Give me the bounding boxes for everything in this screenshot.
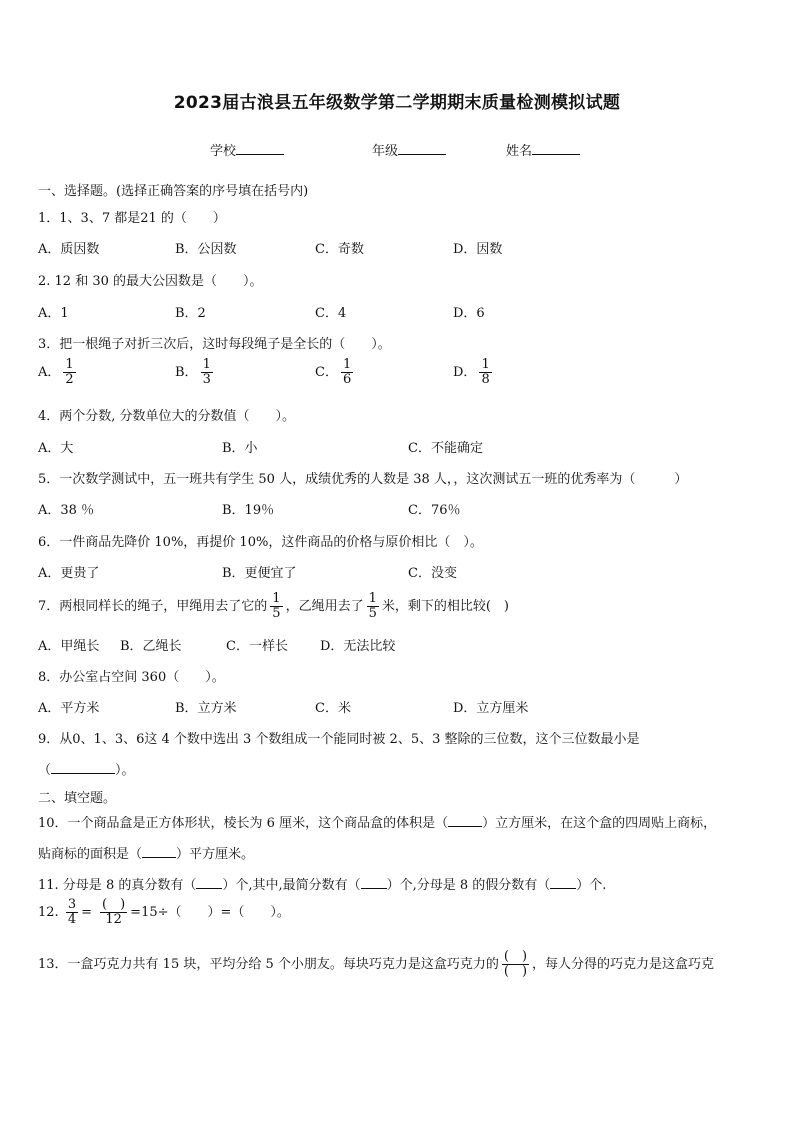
question-2-stem: 2. 12 和 30 的最大公因数是（ ）。 (38, 274, 263, 289)
q12-equals: = (81, 905, 93, 920)
q3-option-b (175, 358, 216, 387)
q1-option-b: B．公因数 (175, 242, 237, 257)
denominator: 12 (105, 912, 122, 927)
q11-blank-2[interactable] (361, 876, 387, 889)
q6-option-a: A．更贵了 (38, 566, 100, 581)
school-field (210, 140, 284, 159)
q7-stem-part-3: 米，剩下的相比较( ) (381, 599, 510, 614)
q7-option-c: C．一样长 (226, 639, 288, 654)
q6-option-c: C．没变 (408, 566, 457, 581)
q10-part-3: 贴商标的面积是（ (38, 847, 143, 862)
q7-fraction-1 (270, 592, 282, 621)
question-7-stem (38, 592, 509, 621)
numerator: ( ) (503, 949, 528, 964)
denominator: 4 (67, 912, 77, 927)
q11-blank-3[interactable] (550, 876, 576, 889)
question-9-stem: 9．从0、1、3、6这 4 个数中选出 3 个数组成一个能同时被 2、5、3 整除的三位数，这个三位数最小是 (38, 732, 640, 747)
denominator: 6 (342, 372, 352, 387)
q12-label: 12. (38, 905, 59, 920)
grade-blank (398, 140, 446, 155)
q12-fraction-1 (66, 898, 78, 927)
q7-stem-part-2: ，乙绳用去了 (285, 599, 364, 614)
q4-option-c: C．不能确定 (408, 441, 483, 456)
q13-part-2: ，每人分得的巧克力是这盒巧克 (532, 957, 715, 972)
q1-option-d: D．因数 (453, 242, 503, 257)
q10-blank-1[interactable] (448, 814, 482, 827)
question-13 (38, 950, 714, 979)
q11-part-1: 11. 分母是 8 的真分数有（ (38, 878, 197, 893)
q1-option-c: C．奇数 (315, 242, 364, 257)
q2-option-d: D．6 (453, 306, 485, 321)
q3-option-d-fraction (479, 358, 491, 387)
denominator: ( ) (503, 964, 528, 979)
q3-option-b-fraction (201, 358, 213, 387)
denominator: 2 (65, 372, 74, 387)
q10-blank-2[interactable] (142, 845, 176, 858)
q11-blank-1[interactable] (196, 876, 222, 889)
q3-option-d-label: D． (453, 365, 477, 380)
q9-close-paren: ）。 (115, 763, 135, 778)
name-field (506, 140, 580, 159)
q7-stem-part-1: 7．两根同样长的绳子，甲绳用去了它的 (38, 599, 268, 614)
q3-option-a (38, 358, 79, 387)
denominator: 3 (202, 372, 211, 387)
numerator: ( ) (102, 897, 126, 912)
q2-option-b: B．2 (175, 306, 206, 321)
grade-field (372, 140, 446, 159)
denominator: 5 (368, 606, 377, 621)
denominator: 5 (272, 606, 281, 621)
school-blank (236, 140, 284, 155)
q11-part-4: ）个. (576, 878, 607, 893)
q3-option-b-label: B． (175, 365, 198, 380)
q3-option-a-fraction (63, 358, 75, 387)
denominator: 8 (481, 372, 490, 387)
numerator: 3 (67, 897, 77, 912)
question-3-stem: 3．把一根绳子对折三次后，这时每段绳子是全长的（ ）。 (38, 337, 391, 352)
numerator: 1 (342, 357, 352, 372)
question-1-stem: 1．1、3、7 都是21 的（ ） (38, 211, 226, 226)
question-10-line-2 (38, 843, 254, 862)
q1-option-a: A．质因数 (38, 242, 100, 257)
numerator: 1 (481, 357, 490, 372)
q8-option-c: C．米 (315, 701, 351, 716)
q9-answer-blank[interactable] (51, 761, 115, 774)
q10-part-1: 10．一个商品盒是正方体形状，棱长为 6 厘米，这个商品盒的体积是（ (38, 816, 449, 831)
section-heading-choice: 一、选择题。(选择正确答案的序号填在括号内) (38, 184, 309, 199)
q4-option-a: A．大 (38, 441, 74, 456)
question-6-stem: 6．一件商品先降价 10%，再提价 10%，这件商品的价格与原价相比（ ）。 (38, 535, 483, 550)
numerator: 1 (368, 591, 377, 606)
q7-option-d: D．无法比较 (320, 639, 396, 654)
numerator: 1 (202, 357, 211, 372)
q3-option-a-label: A． (38, 365, 61, 380)
q2-option-a: A．1 (38, 306, 69, 321)
q5-option-c: C．76％ (408, 503, 461, 518)
page-title: 2023届古浪县五年级数学第二学期期末质量检测模拟试题 (173, 93, 621, 113)
grade-label: 年级 (372, 144, 399, 159)
question-12 (38, 898, 290, 927)
q11-part-3: ）个,分母是 8 的假分数有（ (386, 878, 551, 893)
q2-option-c: C．4 (315, 306, 347, 321)
q12-rest: =15÷（ ）=（ ）。 (130, 905, 290, 920)
q8-option-a: A．平方米 (38, 701, 100, 716)
q10-part-2: ）立方厘米，在这个盒的四周贴上商标， (482, 816, 717, 831)
q7-option-a: A．甲绳长 (38, 639, 100, 654)
q12-fraction-2 (100, 898, 127, 927)
q4-option-b: B．小 (222, 441, 258, 456)
question-8-stem: 8．办公室占空间 360（ ）。 (38, 670, 225, 685)
q6-option-b: B．更便宜了 (222, 566, 297, 581)
question-5-stem: 5．一次数学测试中，五一班共有学生 50 人，成绩优秀的人数是 38 人，，这次测试五一班的优秀率为（ ） (38, 472, 688, 487)
question-11 (38, 874, 606, 893)
q9-open-paren: （ (38, 763, 52, 778)
school-label: 学校 (210, 144, 237, 159)
q13-part-1: 13．一盒巧克力共有 15 块，平均分给 5 个小朋友。每块巧克力是这盒巧克力的 (38, 957, 499, 972)
q5-option-b: B．19％ (222, 503, 275, 518)
q8-option-d: D．立方厘米 (453, 701, 529, 716)
question-10-line-1 (38, 812, 716, 831)
q5-option-a: A．38 ％ (38, 503, 95, 518)
q11-part-2: ）个,其中,最简分数有（ (222, 878, 361, 893)
numerator: 1 (65, 357, 74, 372)
question-4-stem: 4．两个分数, 分数单位大的分数值（ ）。 (38, 409, 296, 424)
q13-fraction (502, 950, 529, 979)
question-9-answer (38, 759, 135, 778)
name-label: 姓名 (506, 144, 533, 159)
q7-fraction-2 (367, 592, 379, 621)
q3-option-c (315, 358, 356, 387)
q7-option-b: B．乙绳长 (120, 639, 182, 654)
name-blank (532, 140, 580, 155)
q8-option-b: B．立方米 (175, 701, 237, 716)
numerator: 1 (272, 591, 281, 606)
q3-option-c-fraction (341, 358, 353, 387)
q3-option-c-label: C． (315, 365, 338, 380)
q3-option-d (453, 358, 495, 387)
q10-part-4: ）平方厘米。 (176, 847, 255, 862)
section-heading-fill: 二、填空题。 (38, 791, 117, 806)
